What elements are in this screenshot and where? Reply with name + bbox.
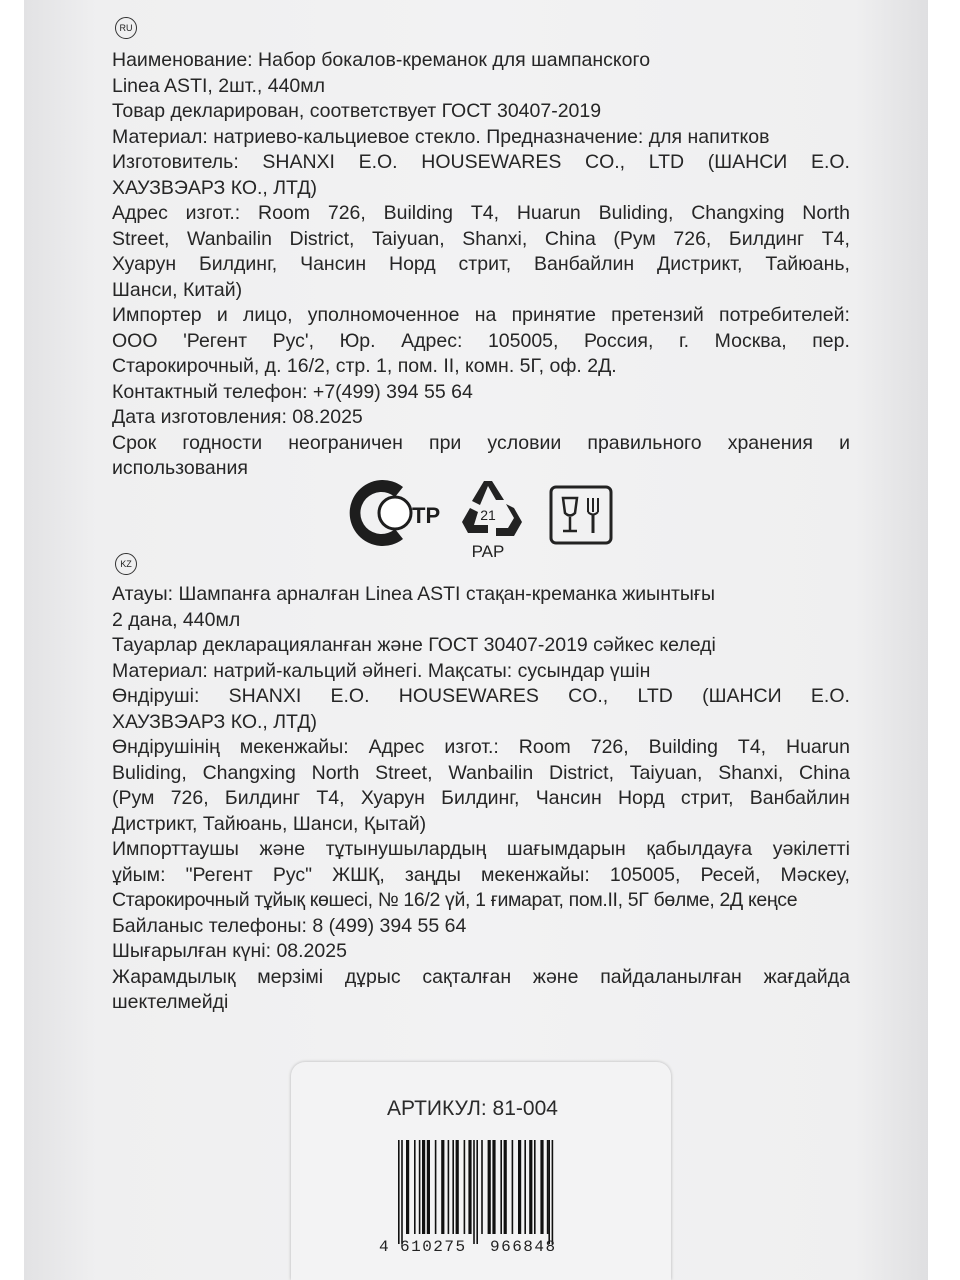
kz-line: шектелмейді [112, 991, 229, 1013]
ru-line: Хуарун Билдинг, Чансин Норд стрит, Ванбайлин Дистрикт, Тайюань, [112, 253, 850, 275]
ru-line: Изготовитель: SHANXI E.O. HOUSEWARES CO., LTD (ШАНСИ Е.О. [112, 151, 850, 173]
barcode-bar [476, 1140, 478, 1244]
article-number: АРТИКУЛ: 81-004 [387, 1097, 558, 1120]
barcode-left-digits: 610275 [400, 1238, 467, 1256]
barcode-bar [512, 1140, 514, 1234]
ru-line: Шанси, Китай) [112, 278, 243, 301]
barcode-icon [396, 1140, 576, 1248]
kz-line: Байланыс телефоны: 8 (499) 394 55 64 [112, 914, 467, 937]
eac-tr-text: ТР [412, 503, 441, 528]
ru-line: Наименование: Набор бокалов-креманок для шампанского [112, 49, 651, 71]
barcode-bar [488, 1140, 491, 1234]
barcode-bar [504, 1140, 507, 1234]
barcode-bar [529, 1140, 532, 1234]
ru-line: Контактный телефон: +7(499) 394 55 64 [112, 380, 473, 403]
kz-line: Дистрикт, Тайюань, Шанси, Қытай) [112, 812, 427, 835]
barcode-bar [441, 1140, 444, 1234]
kz-line: Атауы: Шампанға арналған Linea ASTI стақан-креманка жиынтығы [112, 583, 716, 605]
kz-language-badge: KZ [115, 553, 137, 575]
kz-line: Старокирочный тұйық көшесі, № 16/2 үй, 1 ғимарат, пом.II, 5Г бөлме, 2Д кеңсе [112, 889, 798, 911]
barcode-first-digit: 4 [379, 1238, 391, 1256]
ru-line: Товар декларирован, соответствует ГОСТ 30407-2019 [112, 100, 602, 122]
barcode-bar [518, 1140, 521, 1234]
recycle-label: PAP [471, 542, 505, 560]
ru-line: Street, Wanbailin District, Taiyuan, Shanxi, China (Рум 726, Билдинг Т4, [112, 227, 850, 250]
barcode-bar [452, 1140, 454, 1234]
barcode-bar [481, 1140, 483, 1234]
barcode-bar [414, 1140, 416, 1234]
barcode-bar [422, 1140, 425, 1234]
barcode-bar [492, 1140, 495, 1234]
barcode-bar [419, 1140, 421, 1234]
barcode-right-digits: 966848 [490, 1238, 557, 1256]
kz-line: ХАУЗВЭАРЗ КО., ЛТД) [112, 710, 318, 733]
background-left [0, 0, 24, 1280]
ru-line: Адрес изгот.: Room 726, Building T4, Huarun Buliding, Changxing North [112, 202, 850, 224]
barcode-bar [427, 1140, 430, 1234]
kz-line: Өндірушінің мекенжайы: Адрес изгот.: Room 726, Building T4, Huarun [112, 736, 850, 758]
ru-line: Срок годности неограничен при условии правильного хранения и [112, 431, 850, 454]
barcode-bar [448, 1140, 450, 1234]
kz-line: 2 дана, 440мл [112, 608, 241, 631]
barcode-bar [456, 1140, 459, 1234]
kz-line: Өндіруші: SHANXI E.O. HOUSEWARES CO., LTD (ШАНСИ Е.О. [112, 685, 850, 707]
ru-line: Старокирочный, д. 16/2, стр. 1, пом. II, комн. 5Г, оф. 2Д. [112, 355, 617, 377]
ru-line: использования [112, 457, 248, 479]
background-right [928, 0, 960, 1280]
barcode-bar [548, 1140, 550, 1244]
barcode-bar [552, 1140, 554, 1244]
ru-line: Дата изготовления: 08.2025 [112, 406, 363, 428]
kz-line: Материал: натрий-кальций әйнегі. Мақсаты: сусындар үшін [112, 659, 651, 682]
kz-line: Жарамдылық мерзімі дұрыс сақталған және пайдаланылған жағдайда [112, 965, 850, 988]
ru-line: ХАУЗВЭАРЗ КО., ЛТД) [112, 176, 318, 199]
barcode-bar [398, 1140, 400, 1244]
ru-language-badge: RU [115, 17, 137, 39]
ru-line: Материал: натриево-кальциевое стекло. Предназначение: для напитков [112, 125, 770, 148]
barcode-bar [406, 1140, 409, 1234]
barcode-bar [464, 1140, 466, 1234]
kz-line: (Рум 726, Билдинг Т4, Хуарун Билдинг, Чансин Норд стрит, Ванбайлин [112, 787, 850, 809]
barcode-bar [435, 1140, 437, 1234]
ru-line: ООО 'Регент Рус', Юр. Адрес: 105005, Россия, г. Москва, пер. [112, 329, 850, 352]
recycle-code: 21 [480, 507, 496, 523]
ru-text-block [112, 48, 850, 482]
kz-line: Импорттаушы және тұтынушылардың шағымдарын қабылдауға уәкілетті [112, 838, 850, 860]
barcode-bar [468, 1140, 471, 1234]
barcode-bar [524, 1140, 526, 1234]
barcode-bar [534, 1140, 536, 1234]
ru-line: Linea ASTI, 2шт., 440мл [112, 74, 326, 97]
barcode-bar [540, 1140, 543, 1234]
ru-line: Импортер и лицо, уполномоченное на принятие претензий потребителей: [112, 304, 850, 326]
kz-text-block [112, 582, 850, 1016]
kz-line: Buliding, Changxing North Street, Wanbailin District, Taiyuan, Shanxi, China [112, 761, 850, 784]
barcode-bar [401, 1140, 403, 1244]
kz-line: ұйым: "Регент Рус" ЖШҚ, заңды мекенжайы: 105005, Ресей, Мәскеу, [112, 863, 850, 886]
kz-line: Тауарлар декларацияланған және ГОСТ 30407-2019 сәйкес келеді [112, 634, 716, 656]
kz-line: Шығарылған күні: 08.2025 [112, 940, 347, 962]
barcode-bar [473, 1140, 475, 1244]
barcode-bar [547, 1140, 549, 1234]
barcode-bar [500, 1140, 502, 1234]
